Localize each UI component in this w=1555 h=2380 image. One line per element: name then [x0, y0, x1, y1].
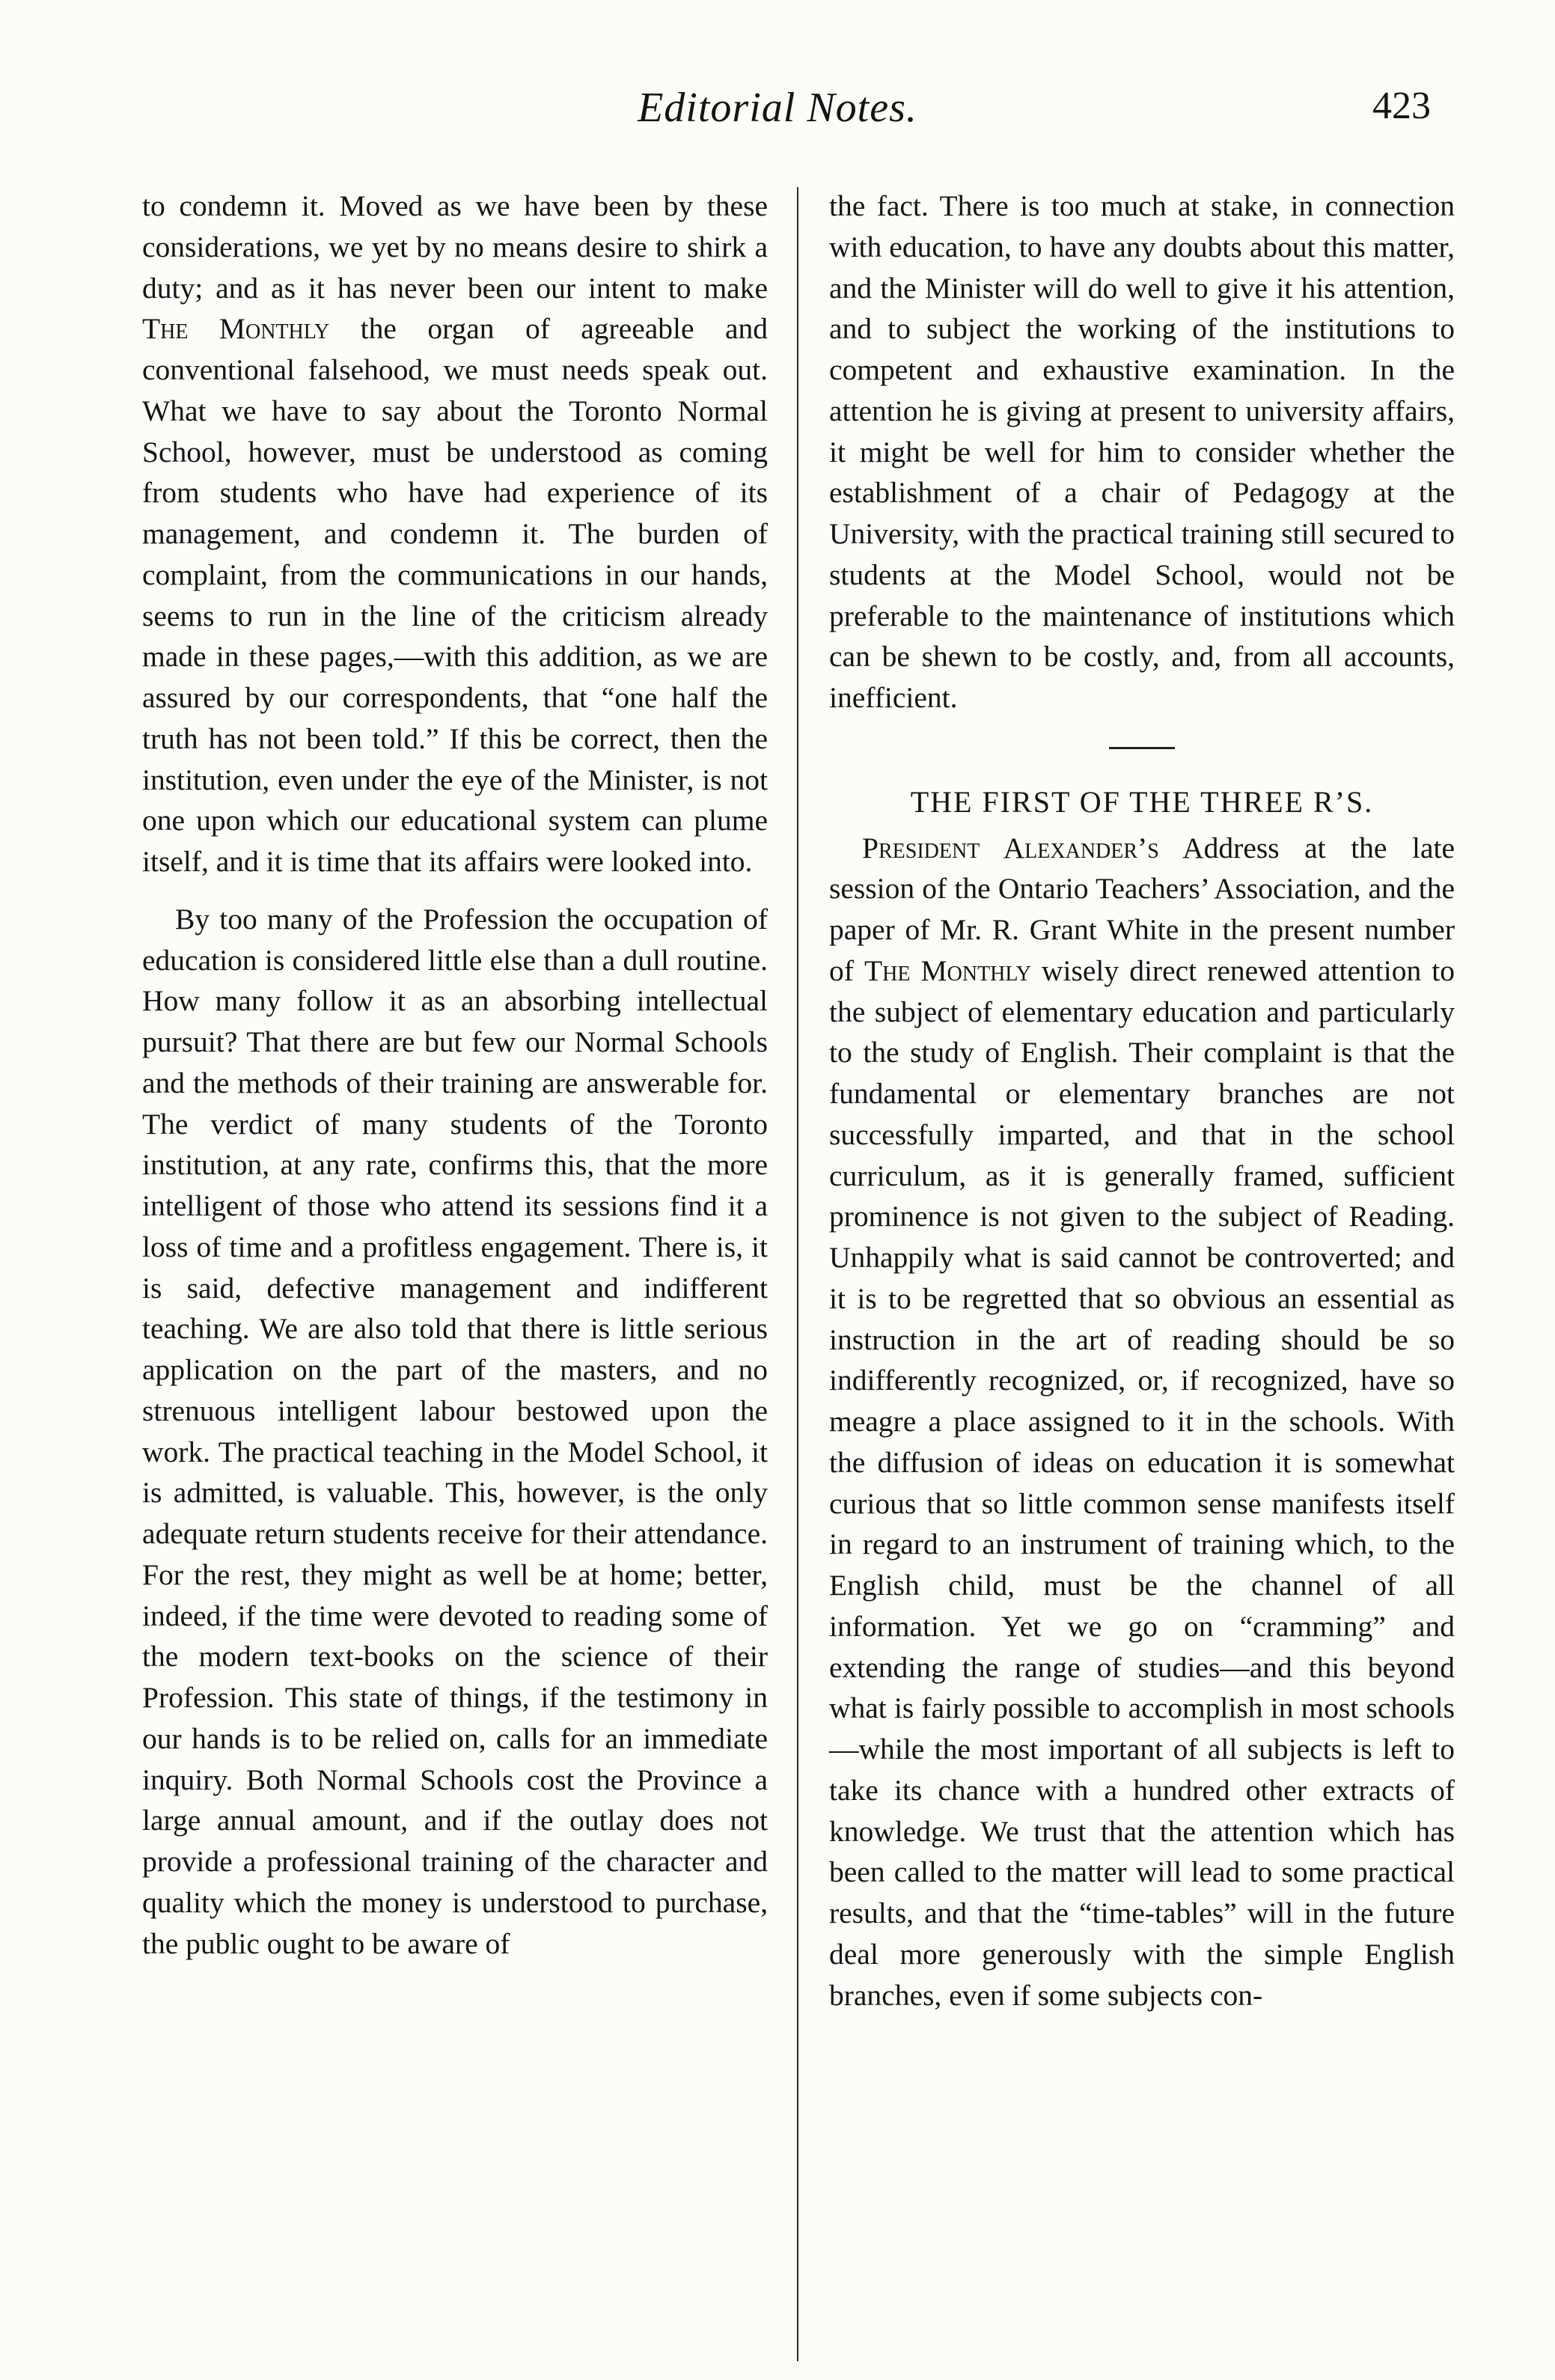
page-number: 423 [1372, 85, 1431, 127]
magazine-name: The Monthly [864, 953, 1031, 987]
right-paragraph-1: the fact. There is too much at stake, in connection with education, to have any doubts about this matter, and the Minister will do well to give it his attention, and to subject the working of the institutions to competent and exhaustive examination. In the attention he is giving at present to university affairs, it might be well for him to consider whether the establishment of a chair of Pedagogy at the University, with the practical training still secured to students at the Model School, would not be preferable to the maintenance of institutions which can be shewn to be costly, and, from all accounts, inefficient. [829, 189, 1455, 714]
author-name: President Alexander’s [862, 831, 1159, 864]
left-paragraph-1-text-a: to condemn it. Moved as we have been by these considerations, we yet by no means desire to shirk a duty; and as it has never been our intent to make [142, 189, 768, 305]
left-paragraph-1 [142, 186, 768, 882]
right-paragraph-2 [829, 828, 1455, 2016]
right-paragraph-2-text-a: Address at the late session of the Ontario Teachers’ Association, and the paper of Mr. R. Grant White in the present number of [829, 831, 1455, 987]
right-paragraph-2-text-b: wisely direct renewed attention to the subject of elementary education and particularly to the study of English. Their complaint is that the fundamental or elementary branches are not successfully imparted, and that in the school curriculum, as it is generally framed, sufficient prominence is not given to the subject of Reading. Unhappily what is said cannot be controverted; and it is to be regretted that so obvious an essential as instruction in the art of reading should be so indifferently recognized, or, if recognized, have so meagre a place assigned to it in the schools. With the diffusion of ideas on education it is somewhat curious that so little common sense manifests itself in regard to an instrument of training which, to the English child, must be the channel of all information. Yet we go on “cramming” and extending the range of studies—and this beyond what is fairly possible to accomplish in most schools—while the most important of all subjects is left to take its chance with a hundred other extracts of knowledge. We trust that the attention which has been called to the matter will lead to some practical results, and that the “time-tables” will in the future deal more generously with the simple English branches, even if some subjects con- [829, 953, 1455, 2012]
right-column [829, 186, 1455, 2016]
left-paragraph-1-text-b: the organ of agreeable and conventional falsehood, we must needs speak out. What we have to say about the Toronto Normal School, however, must be understood as coming from students who have had experience of its management, and condemn it. The burden of complaint, from the communications in our hands, seems to run in the line of the criticism already made in these pages,—with this addition, as we are assured by our correspondents, that “one half the truth has not been told.” If this be correct, then the institution, even under the eye of the Minister, is not one upon which our educational system can plume itself, and it is time that its affairs were looked into. [142, 312, 768, 878]
magazine-name: The Monthly [142, 312, 330, 346]
section-heading: THE FIRST OF THE THREE R’S. [910, 784, 1374, 819]
column-divider [797, 187, 798, 2361]
left-column [142, 186, 768, 1964]
running-title: Editorial Notes. [638, 85, 917, 131]
section-separator [1109, 747, 1175, 749]
left-paragraph-2: By too many of the Profession the occupation of education is considered little else than a dull routine. How many follow it as an absorbing intellectual pursuit? That there are but few our Normal Schools and the methods of their training are answerable for. The verdict of many students of the Toronto institution, at any rate, confirms this, that the more intelligent of those who attend its sessions find it a loss of time and a profitless engagement. There is, it is said, defective management and indifferent teaching. We are also told that there is little serious application on the part of the masters, and no strenuous intelligent labour bestowed upon the work. The practical teaching in the Model School, it is admitted, is valuable. This, however, is the only adequate return students receive for their attendance. For the rest, they might as well be at home; better, indeed, if the time were devoted to reading some of the modern text-books on the science of their Profession. This state of things, if the testimony in our hands is to be relied on, calls for an immediate inquiry. Both Normal Schools cost the Province a large annual amount, and if the outlay does not provide a professional training of the character and quality which the money is understood to purchase, the public ought to be aware of [142, 902, 768, 1960]
